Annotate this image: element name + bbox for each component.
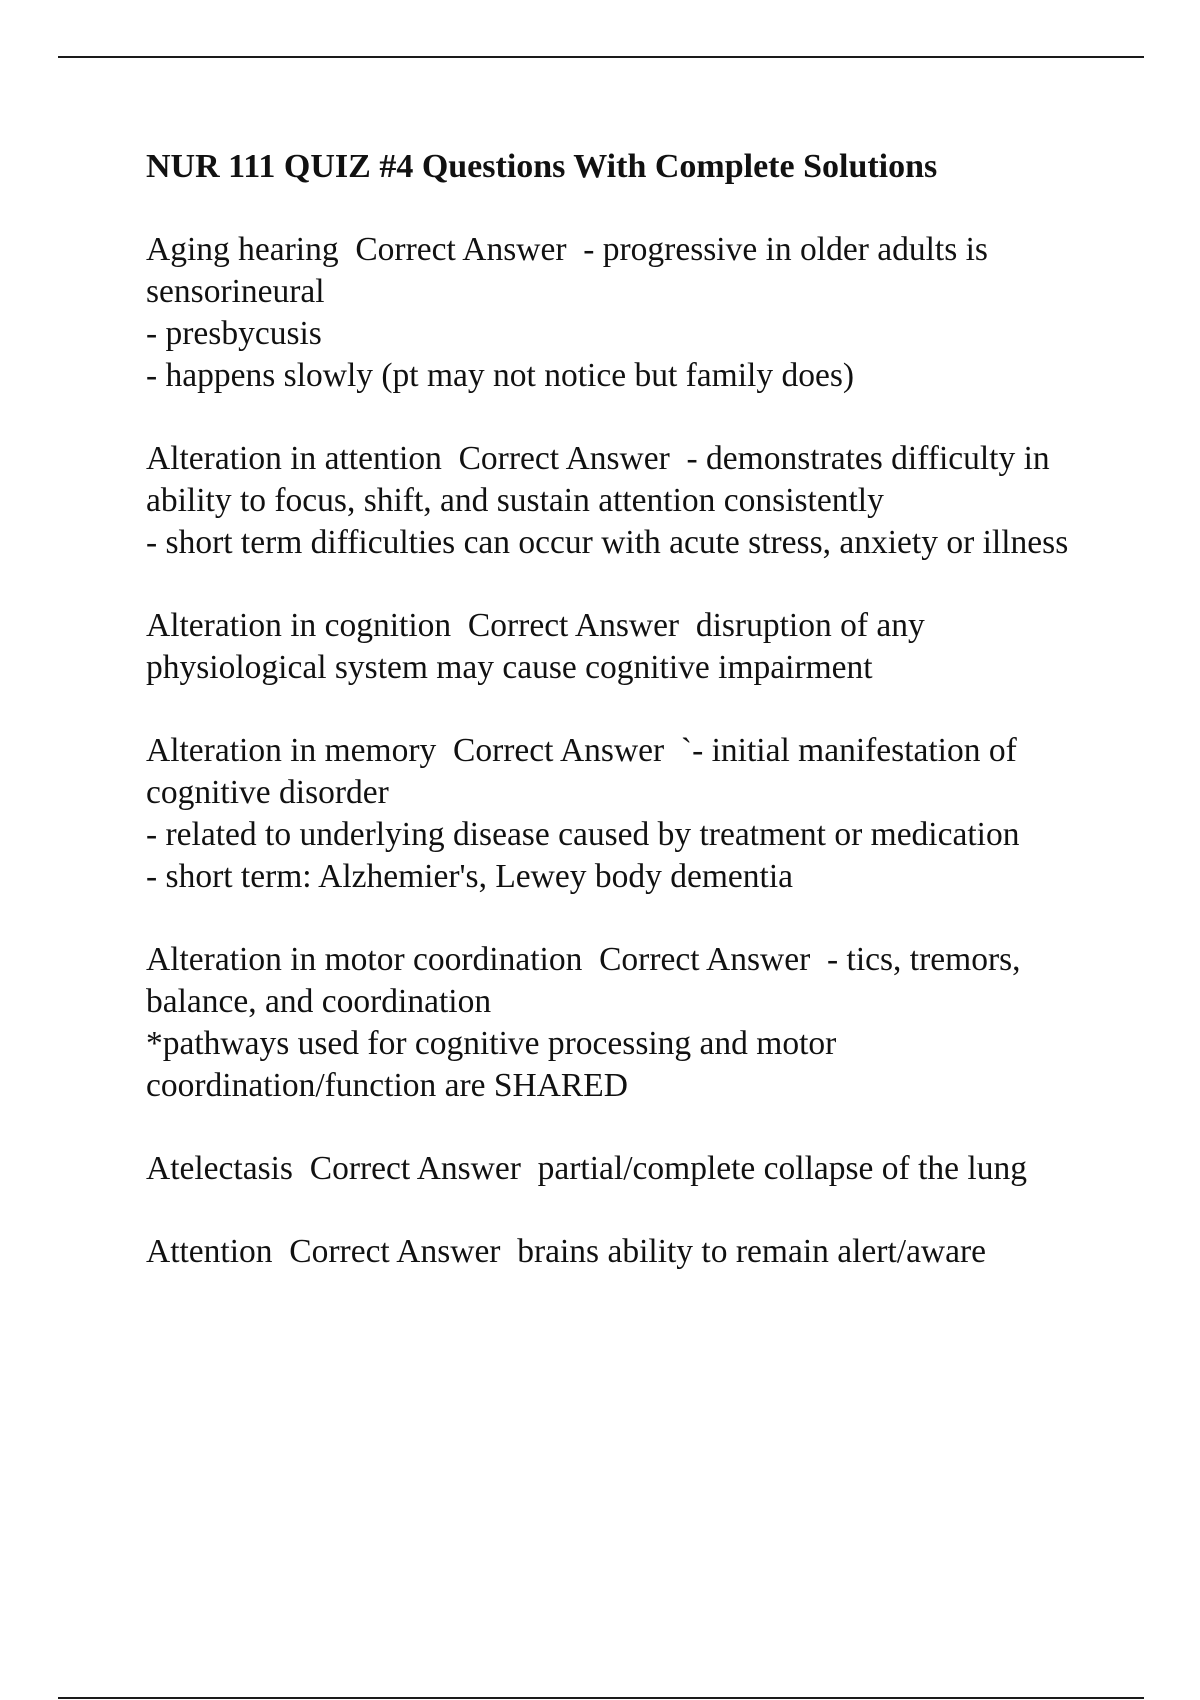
entry-line: - short term: Alzhemier's, Lewey body dementia — [146, 858, 794, 895]
entry-line: Atelectasis Correct Answer partial/complete collapse of the lung — [146, 1150, 1027, 1187]
bottom-divider — [58, 1697, 1144, 1699]
entry-alteration-cognition — [146, 605, 1076, 689]
entry-attention — [146, 1231, 1076, 1273]
entry-line: - short term difficulties can occur with acute stress, anxiety or illness — [146, 524, 1069, 561]
entry-alteration-memory — [146, 730, 1076, 898]
entry-atelectasis — [146, 1148, 1076, 1190]
top-divider — [58, 56, 1144, 58]
entry-aging-hearing — [146, 229, 1076, 397]
document-body — [146, 145, 1076, 1314]
entry-line: Alteration in motor coordination Correct Answer - tics, tremors, balance, and coordination — [146, 941, 1029, 1020]
entry-line: Attention Correct Answer brains ability to remain alert/aware — [146, 1233, 987, 1270]
document-title: NUR 111 QUIZ #4 Questions With Complete Solutions — [146, 148, 938, 185]
entry-line: Alteration in memory Correct Answer `- initial manifestation of cognitive disorder — [146, 732, 1026, 811]
entry-line: - happens slowly (pt may not notice but family does) — [146, 357, 855, 394]
entry-alteration-motor-coordination — [146, 939, 1076, 1107]
entry-line: Alteration in attention Correct Answer - demonstrates difficulty in ability to focus, shift, and sustain attention consistently — [146, 440, 1059, 519]
entry-line: *pathways used for cognitive processing and motor coordination/function are SHARED — [146, 1025, 845, 1104]
entry-line: - related to underlying disease caused by treatment or medication — [146, 816, 1020, 853]
entry-line: Aging hearing Correct Answer - progressive in older adults is sensorineural — [146, 231, 997, 310]
entry-alteration-attention — [146, 438, 1076, 564]
entry-line: - presbycusis — [146, 315, 322, 352]
entry-line: Alteration in cognition Correct Answer disruption of any physiological system may cause cognitive impairment — [146, 607, 934, 686]
